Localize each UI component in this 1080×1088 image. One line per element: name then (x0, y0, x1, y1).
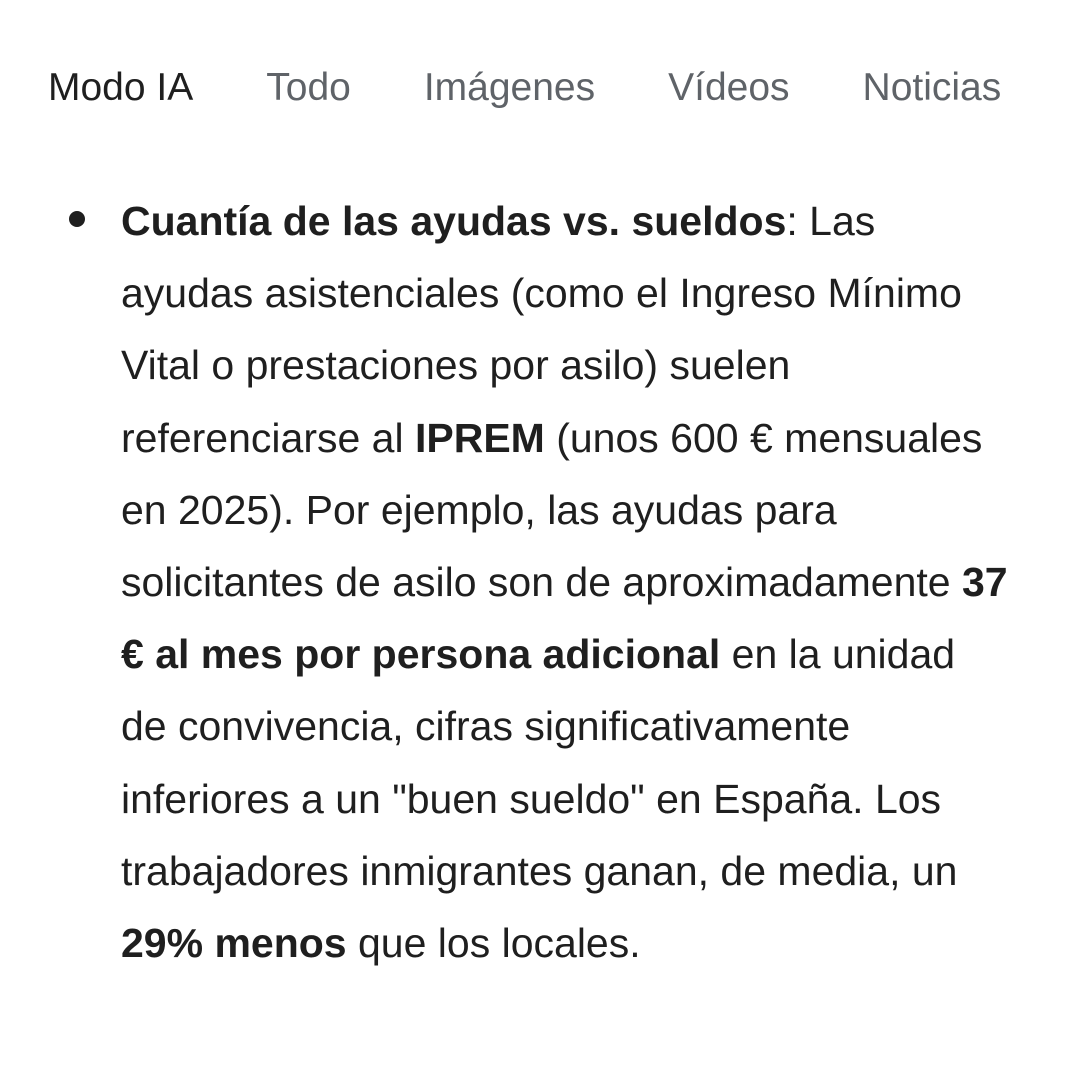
bullet-text-1: Las ayudas asistenciales (como el Ingreso Mínimo Vital o prestaciones por asilo) suelen referenciarse al (121, 198, 962, 461)
highlight-iprem: IPREM (414, 414, 545, 461)
tab-todo[interactable]: Todo (266, 66, 351, 109)
tab-noticias[interactable]: Noticias (862, 66, 1002, 109)
heading-separator: : (786, 198, 798, 244)
bullet-marker (69, 211, 85, 227)
bullet-heading: Cuantía de las ayudas vs. sueldos (121, 198, 787, 244)
highlight-wage-gap: 29% menos (121, 920, 347, 967)
tab-modo-ia[interactable]: Modo IA (48, 66, 194, 109)
tab-videos[interactable]: Vídeos (668, 66, 790, 109)
answer-bullet-item (0, 185, 1080, 979)
bullet-text-2: (unos 600 € mensuales en 2025). Por ejemplo, las ayudas para solicitantes de asilo son de aproximadamente (121, 414, 983, 606)
tab-imagenes[interactable]: Imágenes (423, 66, 596, 109)
bullet-text-3: en la unidad de convivencia, cifras significativamente inferiores a un "buen sueldo" en España. Los trabajadores inmigrantes ganan, de media, un (121, 631, 958, 894)
ai-answer (0, 185, 1080, 979)
highlight-asylum-amount: 37 € al mes por persona adicional (121, 559, 1008, 678)
search-mode-tabs (48, 62, 1080, 118)
bullet-text-4: que los locales. (346, 920, 641, 967)
answer-bullet-list (0, 185, 1080, 979)
